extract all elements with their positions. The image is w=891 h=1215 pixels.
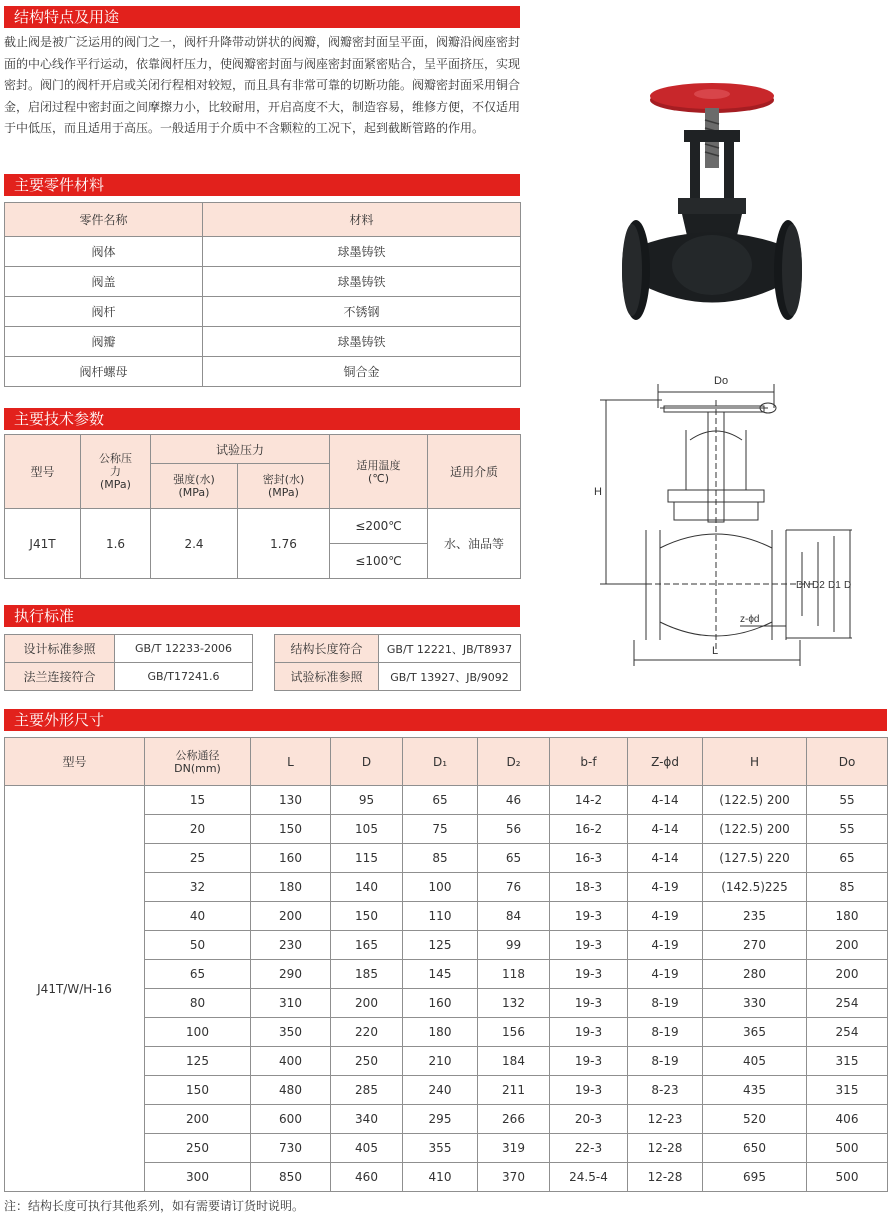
dim-cell-zd: 8-19 [628, 1047, 703, 1076]
dim-cell-Do: 55 [807, 786, 888, 815]
dim-cell-D2: 76 [478, 873, 550, 902]
standard-label: 结构长度符合 [275, 635, 379, 663]
dim-cell-bf: 19-3 [550, 960, 628, 989]
dim-cell-L: 850 [251, 1163, 331, 1192]
dim-cell-D2: 56 [478, 815, 550, 844]
materials-header-material: 材料 [203, 203, 521, 237]
dim-cell-D: 200 [331, 989, 403, 1018]
dim-header-L: L [251, 738, 331, 786]
dim-cell-L: 160 [251, 844, 331, 873]
dim-cell-D1: 240 [403, 1076, 478, 1105]
dim-cell-dn: 65 [145, 960, 251, 989]
dim-cell-D1: 160 [403, 989, 478, 1018]
dim-cell-dn: 200 [145, 1105, 251, 1134]
dim-header-dn-unit: DN(mm) [174, 761, 221, 775]
drawing-label-DN: DN [796, 580, 811, 591]
materials-part: 阀杆 [5, 297, 203, 327]
dim-cell-dn: 250 [145, 1134, 251, 1163]
dim-cell-Do: 200 [807, 960, 888, 989]
tech-header-model: 型号 [5, 435, 81, 509]
dim-cell-D2: 84 [478, 902, 550, 931]
dim-cell-D1: 145 [403, 960, 478, 989]
dim-cell-L: 200 [251, 902, 331, 931]
dim-cell-L: 600 [251, 1105, 331, 1134]
dim-cell-D2: 99 [478, 931, 550, 960]
tech-header-seal [238, 464, 330, 509]
standard-label: 试验标准参照 [275, 663, 379, 691]
dim-cell-Do: 254 [807, 989, 888, 1018]
tech-header-medium: 适用介质 [428, 435, 521, 509]
tech-header-test: 试验压力 [151, 435, 330, 464]
materials-header-part: 零件名称 [5, 203, 203, 237]
dim-cell-Do: 406 [807, 1105, 888, 1134]
dim-header-H: H [703, 738, 807, 786]
materials-material: 球墨铸铁 [203, 327, 521, 357]
dim-cell-D: 115 [331, 844, 403, 873]
dim-cell-Do: 500 [807, 1134, 888, 1163]
dim-cell-D2: 156 [478, 1018, 550, 1047]
materials-part: 阀杆螺母 [5, 357, 203, 387]
tech-seal: 1.76 [238, 509, 330, 579]
dim-cell-bf: 20-3 [550, 1105, 628, 1134]
dim-header-D2: D₂ [478, 738, 550, 786]
dim-cell-zd: 4-19 [628, 902, 703, 931]
drawing-label-D: D [844, 580, 852, 591]
dim-cell-D: 95 [331, 786, 403, 815]
dim-cell-H: 280 [703, 960, 807, 989]
dim-cell-D1: 125 [403, 931, 478, 960]
dim-cell-D1: 110 [403, 902, 478, 931]
drawing-label-D2: D2 [812, 580, 825, 591]
valve-photo [612, 80, 812, 350]
dimensions-row [5, 786, 888, 815]
dim-cell-dn: 50 [145, 931, 251, 960]
dim-cell-bf: 19-3 [550, 1047, 628, 1076]
dim-cell-D: 405 [331, 1134, 403, 1163]
dim-cell-L: 150 [251, 815, 331, 844]
dim-cell-D: 165 [331, 931, 403, 960]
dim-cell-D1: 85 [403, 844, 478, 873]
dim-cell-D2: 370 [478, 1163, 550, 1192]
dim-cell-D2: 211 [478, 1076, 550, 1105]
materials-row [5, 327, 521, 357]
dim-cell-dn: 25 [145, 844, 251, 873]
tech-header-temp-unit: (℃) [368, 471, 389, 485]
dim-cell-D1: 65 [403, 786, 478, 815]
drawing-label-H: H [594, 486, 602, 498]
dim-cell-Do: 254 [807, 1018, 888, 1047]
dim-cell-bf: 19-3 [550, 1076, 628, 1105]
section-header-materials: 主要零件材料 [4, 174, 520, 196]
dim-cell-D: 250 [331, 1047, 403, 1076]
dim-cell-D2: 132 [478, 989, 550, 1018]
standard-label: 法兰连接符合 [5, 663, 115, 691]
materials-part: 阀体 [5, 237, 203, 267]
dim-cell-zd: 8-19 [628, 1018, 703, 1047]
dim-cell-zd: 12-23 [628, 1105, 703, 1134]
dim-cell-Do: 85 [807, 873, 888, 902]
dim-cell-dn: 300 [145, 1163, 251, 1192]
dim-cell-zd: 8-19 [628, 989, 703, 1018]
dim-header-model: 型号 [5, 738, 145, 786]
dim-header-D: D [331, 738, 403, 786]
dim-cell-D: 340 [331, 1105, 403, 1134]
tech-header-seal-unit: (MPa) [268, 486, 299, 499]
dim-cell-H: 365 [703, 1018, 807, 1047]
dim-model: J41T/W/H-16 [5, 786, 145, 1192]
dim-cell-L: 180 [251, 873, 331, 902]
dim-cell-bf: 14-2 [550, 786, 628, 815]
dim-cell-dn: 150 [145, 1076, 251, 1105]
dimensions-table [4, 737, 888, 1192]
dim-cell-L: 480 [251, 1076, 331, 1105]
standards-table-right [274, 634, 521, 691]
dim-header-zd: Z-ϕd [628, 738, 703, 786]
dim-cell-zd: 4-14 [628, 844, 703, 873]
dim-cell-H: 330 [703, 989, 807, 1018]
dim-header-Do: Do [807, 738, 888, 786]
dim-cell-bf: 16-2 [550, 815, 628, 844]
dim-cell-D: 460 [331, 1163, 403, 1192]
intro-paragraph: 截止阀是被广泛运用的阀门之一，阀杆升降带动饼状的阀瓣，阀瓣密封面呈平面，阀瓣沿阀座密封面的中心线作平行运动，依靠阀杆压力，使阀瓣密封面与阀座密封面紧密贴合，呈平面挤压，实现密封。阀门的阀杆开启或关闭行程相对较短，而且具有非常可靠的切断功能。阀瓣密封面采用铜合金，启闭过程中密封面之间摩擦力小，比较耐用，开启高度不大，制造容易，维修方便，不仅适用于中低压，而且适用于高压。一般适用于介质中不含颗粒的工况下，起到截断管路的作用。 [4, 35, 521, 135]
dim-cell-D: 150 [331, 902, 403, 931]
dim-cell-dn: 15 [145, 786, 251, 815]
materials-material: 不锈钢 [203, 297, 521, 327]
dim-cell-D1: 210 [403, 1047, 478, 1076]
dim-cell-D1: 355 [403, 1134, 478, 1163]
dim-cell-D1: 100 [403, 873, 478, 902]
materials-table [4, 202, 521, 387]
dim-cell-zd: 4-19 [628, 873, 703, 902]
tech-header-seal-label: 密封(水) [262, 473, 305, 486]
dim-cell-L: 290 [251, 960, 331, 989]
dim-cell-Do: 315 [807, 1076, 888, 1105]
materials-row [5, 237, 521, 267]
dim-cell-zd: 12-28 [628, 1134, 703, 1163]
dim-cell-Do: 55 [807, 815, 888, 844]
dim-cell-Do: 180 [807, 902, 888, 931]
standard-label: 设计标准参照 [5, 635, 115, 663]
dim-cell-D1: 75 [403, 815, 478, 844]
dim-cell-Do: 200 [807, 931, 888, 960]
dim-cell-D1: 295 [403, 1105, 478, 1134]
drawing-label-L: L [712, 645, 719, 657]
materials-material: 球墨铸铁 [203, 237, 521, 267]
standards-table-left [4, 634, 253, 691]
standard-value: GB/T17241.6 [115, 663, 253, 691]
materials-row [5, 357, 521, 387]
dim-cell-H: (127.5) 220 [703, 844, 807, 873]
dim-cell-L: 310 [251, 989, 331, 1018]
dim-cell-D: 185 [331, 960, 403, 989]
dim-cell-dn: 100 [145, 1018, 251, 1047]
dim-cell-zd: 12-28 [628, 1163, 703, 1192]
drawing-label-D1: D1 [828, 580, 841, 591]
section-header-tech: 主要技术参数 [4, 408, 520, 430]
dim-header-dn [145, 738, 251, 786]
dim-cell-L: 350 [251, 1018, 331, 1047]
dim-cell-dn: 40 [145, 902, 251, 931]
drawing-label-zd: z-ϕd [740, 614, 760, 625]
materials-material: 铜合金 [203, 357, 521, 387]
valve-drawing [590, 370, 880, 670]
dim-cell-bf: 19-3 [550, 902, 628, 931]
dim-cell-D2: 65 [478, 844, 550, 873]
tech-header-temp [330, 435, 428, 509]
dim-cell-D1: 410 [403, 1163, 478, 1192]
dim-cell-dn: 20 [145, 815, 251, 844]
dim-cell-H: (122.5) 200 [703, 786, 807, 815]
dim-cell-H: 405 [703, 1047, 807, 1076]
tech-header-strength [151, 464, 238, 509]
dim-cell-H: (122.5) 200 [703, 815, 807, 844]
dim-cell-H: 695 [703, 1163, 807, 1192]
dim-cell-zd: 4-14 [628, 786, 703, 815]
footnote: 注：结构长度可执行其他系列，如有需要请订货时说明。 [4, 1199, 305, 1213]
materials-part: 阀盖 [5, 267, 203, 297]
dim-cell-H: 270 [703, 931, 807, 960]
dim-cell-D2: 184 [478, 1047, 550, 1076]
dim-cell-D: 285 [331, 1076, 403, 1105]
dim-header-dn-label: 公称通径 [175, 748, 220, 762]
tech-medium: 水、油品等 [428, 509, 521, 579]
tech-model: J41T [5, 509, 81, 579]
dim-cell-zd: 4-14 [628, 815, 703, 844]
dim-cell-dn: 80 [145, 989, 251, 1018]
dim-cell-bf: 19-3 [550, 989, 628, 1018]
dim-cell-D2: 319 [478, 1134, 550, 1163]
dim-cell-Do: 500 [807, 1163, 888, 1192]
tech-header-pressure-unit: (MPa) [100, 478, 131, 491]
drawing-label-Do: Do [714, 375, 729, 387]
dim-cell-bf: 18-3 [550, 873, 628, 902]
dim-cell-D2: 46 [478, 786, 550, 815]
dim-cell-L: 400 [251, 1047, 331, 1076]
dim-cell-H: (142.5)225 [703, 873, 807, 902]
tech-header-strength-unit: (MPa) [178, 486, 210, 499]
dim-cell-bf: 16-3 [550, 844, 628, 873]
standard-value: GB/T 13927、JB/9092 [379, 663, 521, 691]
dim-cell-D: 220 [331, 1018, 403, 1047]
dim-cell-bf: 19-3 [550, 931, 628, 960]
dim-cell-zd: 8-23 [628, 1076, 703, 1105]
materials-row [5, 267, 521, 297]
dim-cell-bf: 19-3 [550, 1018, 628, 1047]
dim-cell-zd: 4-19 [628, 960, 703, 989]
dim-cell-H: 520 [703, 1105, 807, 1134]
standard-value: GB/T 12233-2006 [115, 635, 253, 663]
materials-material: 球墨铸铁 [203, 267, 521, 297]
dim-cell-H: 235 [703, 902, 807, 931]
tech-pressure: 1.6 [81, 509, 151, 579]
dim-cell-D: 140 [331, 873, 403, 902]
tech-header-pressure [81, 435, 151, 509]
section-header-features: 结构特点及用途 [4, 6, 520, 28]
dim-cell-H: 435 [703, 1076, 807, 1105]
dim-header-bf: b-f [550, 738, 628, 786]
dim-header-D1: D₁ [403, 738, 478, 786]
section-header-standards: 执行标准 [4, 605, 520, 627]
dim-cell-D1: 180 [403, 1018, 478, 1047]
tech-header-strength-label: 强度(水) [173, 473, 215, 486]
dim-cell-Do: 65 [807, 844, 888, 873]
standard-value: GB/T 12221、JB/T8937 [379, 635, 521, 663]
dim-cell-D: 105 [331, 815, 403, 844]
dim-cell-H: 650 [703, 1134, 807, 1163]
materials-part: 阀瓣 [5, 327, 203, 357]
dim-cell-D2: 266 [478, 1105, 550, 1134]
dim-cell-D2: 118 [478, 960, 550, 989]
tech-params-table [4, 434, 521, 579]
dim-cell-bf: 24.5-4 [550, 1163, 628, 1192]
tech-strength: 2.4 [151, 509, 238, 579]
dim-cell-L: 730 [251, 1134, 331, 1163]
dim-cell-bf: 22-3 [550, 1134, 628, 1163]
dim-cell-L: 230 [251, 931, 331, 960]
dim-cell-L: 130 [251, 786, 331, 815]
tech-temp-2: ≤100℃ [330, 544, 428, 579]
materials-row [5, 297, 521, 327]
dim-cell-zd: 4-19 [628, 931, 703, 960]
dim-cell-Do: 315 [807, 1047, 888, 1076]
tech-temp-1: ≤200℃ [330, 509, 428, 544]
section-header-dimensions: 主要外形尺寸 [4, 709, 887, 731]
dim-cell-dn: 32 [145, 873, 251, 902]
tech-header-pressure-label: 公称压力 [99, 452, 132, 478]
dim-cell-dn: 125 [145, 1047, 251, 1076]
tech-header-temp-label: 适用温度 [356, 458, 401, 472]
